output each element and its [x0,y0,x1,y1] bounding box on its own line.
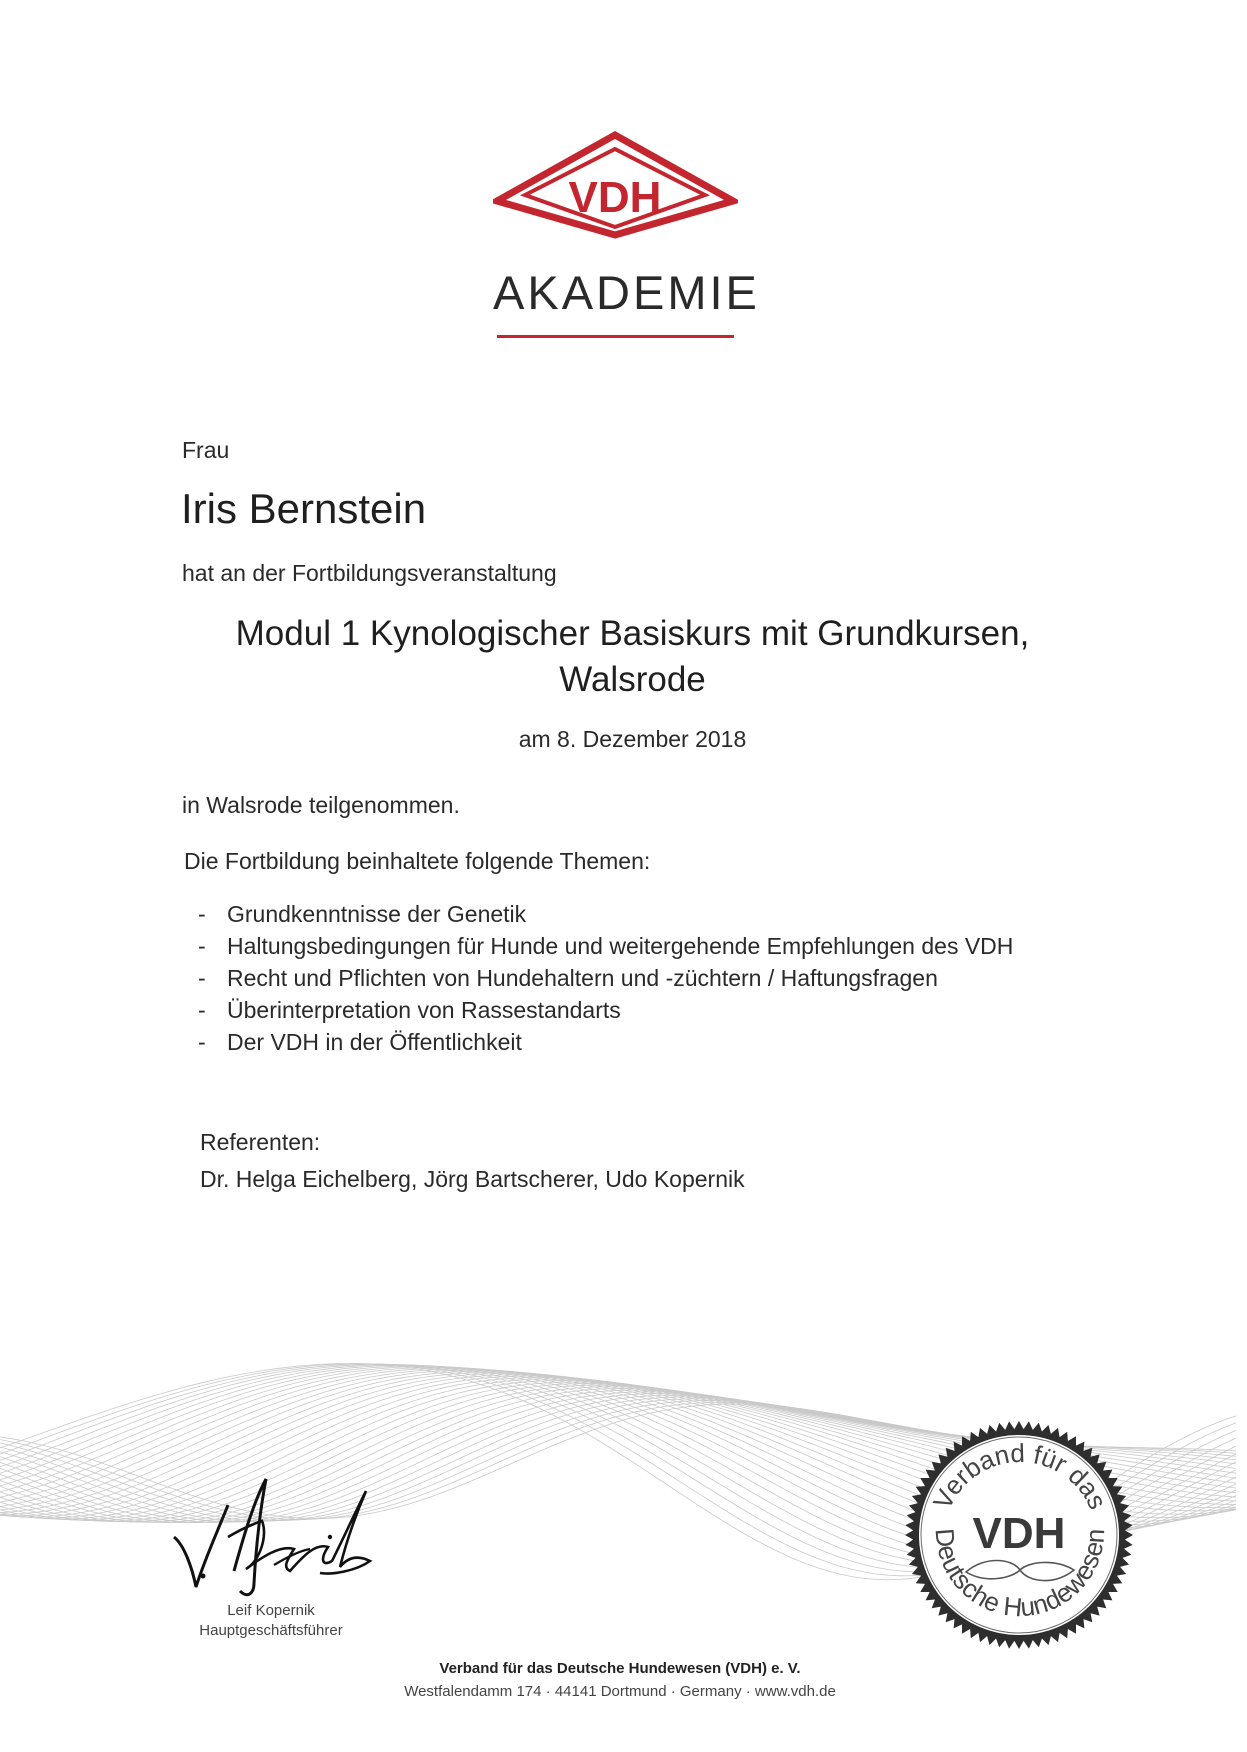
seal-bottom-text: Deutsche Hundewesen [929,1527,1111,1623]
list-item [198,1026,1078,1058]
seal-center-text: VDH [972,1509,1066,1558]
list-item [198,898,1078,930]
theme-text: Überinterpretation von Rassestandarts [227,997,621,1023]
themes-list [198,898,1078,1058]
logo-wordmark: AKADEMIE [493,266,760,319]
list-item [198,962,1078,994]
footer-organisation: Verband für das Deutsche Hundewesen (VDH) e. V. [439,1660,801,1677]
referents-names: Dr. Helga Eichelberg, Jörg Bartscherer, Udo Kopernik [200,1166,745,1192]
list-item [198,930,1078,962]
event-title-line-1: Modul 1 Kynologischer Basiskurs mit Grundkursen, [235,614,1030,653]
list-dash: - [198,965,206,991]
list-dash: - [198,997,206,1023]
themes-intro: Die Fortbildung beinhaltete folgende Themen: [184,848,651,874]
signer-role: Hauptgeschäftsführer [199,1622,343,1639]
handwritten-signature [170,1475,375,1600]
recipient-name: Iris Bernstein [181,485,427,532]
vdh-seal-stamp [904,1420,1134,1650]
theme-text: Recht und Pflichten von Hundehaltern und -züchtern / Haftungsfragen [227,965,938,991]
list-dash: - [198,901,206,927]
theme-text: Grundkenntnisse der Genetik [227,901,527,927]
event-date: am 8. Dezember 2018 [518,726,747,752]
signer-name: Leif Kopernik [227,1602,315,1619]
event-place: in Walsrode teilgenommen. [182,792,460,818]
logo-underline [497,335,734,338]
list-item [198,994,1078,1026]
theme-text: Haltungsbedingungen für Hunde und weitergehende Empfehlungen des VDH [227,933,1014,959]
list-dash: - [198,933,206,959]
logo-mark-text: VDH [568,173,662,222]
vdh-akademie-logo [493,131,760,351]
intro-text: hat an der Fortbildungsveranstaltung [182,560,557,586]
footer-address: Westfalendamm 174 · 44141 Dortmund · Germany · www.vdh.de [404,1683,836,1700]
theme-text: Der VDH in der Öffentlichkeit [227,1029,522,1055]
referents-label: Referenten: [200,1129,321,1155]
event-title [120,611,1145,703]
seal-top-text: Verband für das [927,1437,1114,1514]
vdh-diamond-icon [493,131,738,251]
salutation: Frau [182,437,230,463]
event-title-line-2: Walsrode [559,660,706,699]
list-dash: - [198,1029,206,1055]
